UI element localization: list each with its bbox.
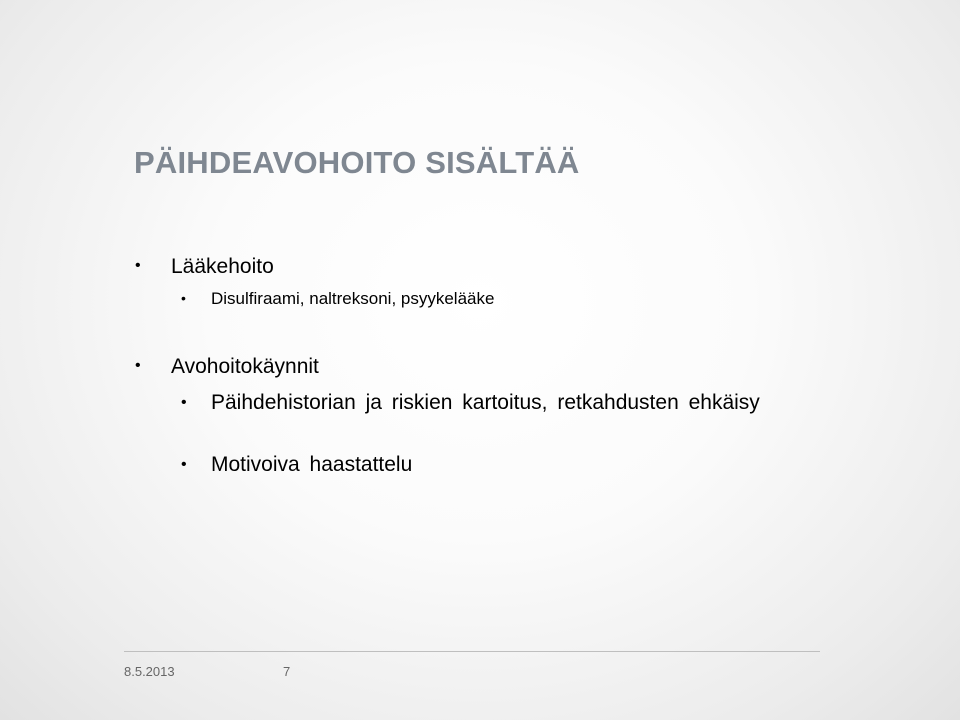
bullet-text: Lääkehoito — [171, 255, 274, 278]
slide-title: PÄIHDEAVOHOITO SISÄLTÄÄ — [134, 145, 580, 180]
bullet-text: Avohoitokäynnit — [171, 355, 319, 378]
bullet-item-medication — [135, 255, 274, 279]
sub-bullet-text: Disulfiraami, naltreksoni, psyykelääke — [211, 289, 495, 308]
sub-bullet-text: Motivoiva haastattelu — [211, 453, 413, 476]
page-number: 7 — [283, 664, 291, 679]
bullet-item-outpatient-visits — [135, 355, 319, 379]
sub-bullet-item-motivational-interview — [181, 451, 771, 478]
footer-divider — [124, 651, 820, 652]
bullet-icon: • — [135, 357, 141, 374]
bullet-icon: • — [135, 257, 141, 274]
sub-bullet-text: Päihdehistorian ja riskien kartoitus, retkahdusten ehkäisy — [211, 391, 760, 414]
bullet-icon: • — [181, 394, 187, 411]
footer-date: 8.5.2013 — [124, 664, 175, 679]
sub-bullet-item-drugs — [181, 289, 495, 309]
bullet-icon: • — [181, 290, 186, 306]
bullet-icon: • — [181, 456, 187, 473]
sub-bullet-item-history-mapping — [181, 389, 771, 416]
